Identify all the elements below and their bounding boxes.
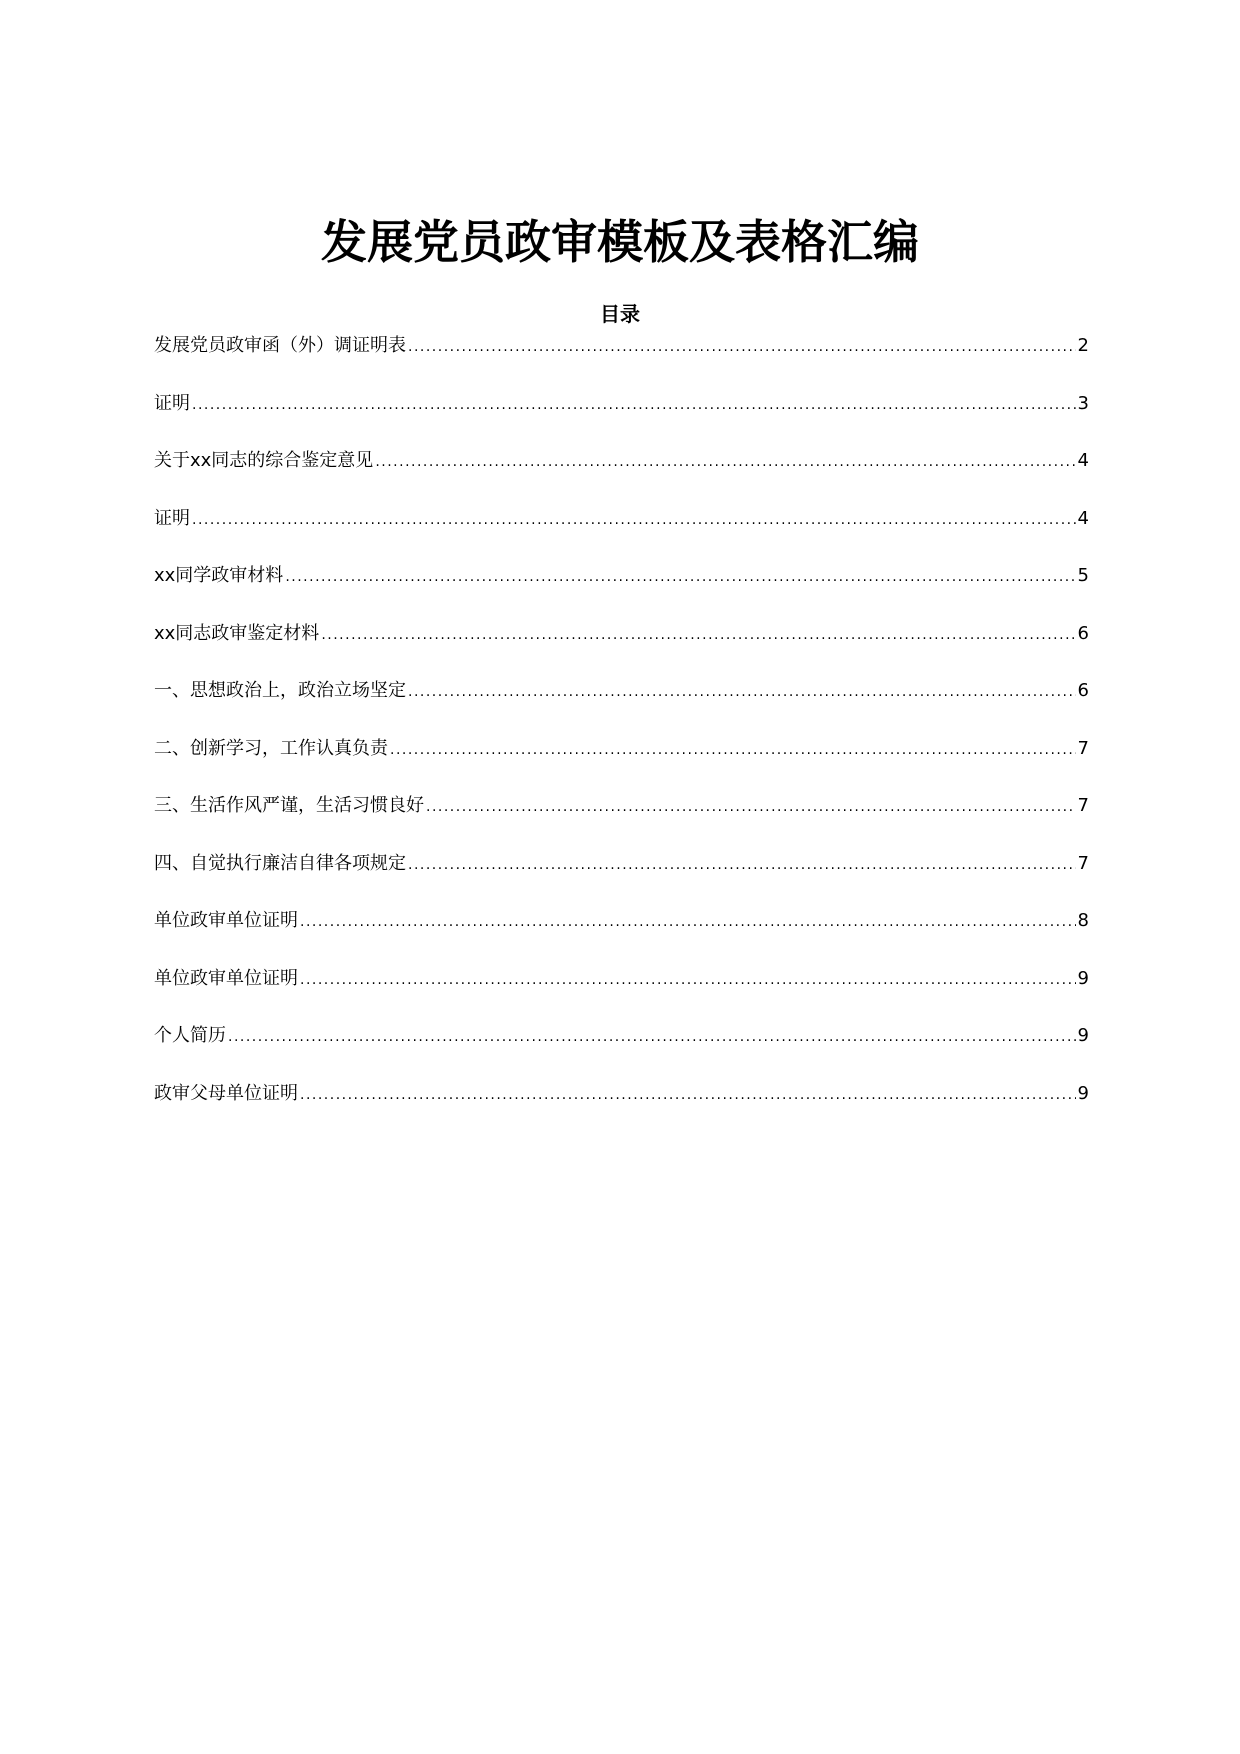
toc-dot-leader bbox=[192, 391, 1076, 419]
toc-dot-leader bbox=[300, 1081, 1076, 1109]
toc-entry-label: 一、思想政治上，政治立场坚定 bbox=[154, 680, 406, 701]
toc-entry-page: 6 bbox=[1077, 680, 1089, 701]
toc-entry[interactable] bbox=[154, 677, 1089, 735]
toc-entry[interactable] bbox=[154, 850, 1089, 908]
toc-dot-leader bbox=[192, 506, 1076, 534]
document-title: 发展党员政审模板及表格汇编 bbox=[321, 215, 919, 269]
toc-entry-label: 发展党员政审函（外）调证明表 bbox=[154, 335, 406, 356]
toc-entry-page: 4 bbox=[1077, 507, 1089, 529]
toc-dot-leader bbox=[321, 621, 1075, 649]
toc-dot-leader bbox=[408, 333, 1076, 361]
toc-entry[interactable] bbox=[154, 620, 1089, 678]
toc-entry-label: 单位政审单位证明 bbox=[154, 910, 298, 931]
table-of-contents bbox=[154, 332, 1089, 1137]
toc-dot-leader bbox=[375, 448, 1075, 476]
toc-dot-leader bbox=[300, 908, 1076, 936]
toc-dot-leader bbox=[390, 736, 1076, 764]
toc-entry-page: 5 bbox=[1077, 565, 1089, 586]
toc-entry-label: xx同志政审鉴定材料 bbox=[154, 622, 320, 644]
toc-entry-page: 9 bbox=[1077, 1025, 1089, 1046]
toc-entry[interactable] bbox=[154, 735, 1089, 793]
toc-entry-label: xx同学政审材料 bbox=[154, 565, 284, 586]
toc-entry-page: 8 bbox=[1077, 910, 1089, 931]
toc-entry-page: 7 bbox=[1077, 852, 1089, 874]
toc-entry-label: 证明 bbox=[154, 507, 190, 529]
toc-dot-leader bbox=[228, 1023, 1076, 1051]
toc-dot-leader bbox=[408, 851, 1076, 879]
toc-entry-label: 单位政审单位证明 bbox=[154, 967, 298, 989]
toc-entry-page: 7 bbox=[1077, 737, 1089, 759]
toc-entry-page: 7 bbox=[1077, 795, 1089, 816]
toc-entry[interactable] bbox=[154, 1080, 1089, 1138]
toc-entry[interactable] bbox=[154, 332, 1089, 390]
toc-entry-label: 四、自觉执行廉洁自律各项规定 bbox=[154, 852, 406, 874]
toc-entry-label: 个人简历 bbox=[154, 1025, 226, 1046]
toc-entry-page: 9 bbox=[1077, 967, 1089, 989]
toc-entry[interactable] bbox=[154, 907, 1089, 965]
toc-entry-label: 证明 bbox=[154, 392, 190, 414]
toc-entry[interactable] bbox=[154, 562, 1089, 620]
toc-entry[interactable] bbox=[154, 505, 1089, 563]
toc-dot-leader bbox=[300, 966, 1076, 994]
toc-entry[interactable] bbox=[154, 965, 1089, 1023]
toc-entry-page: 3 bbox=[1077, 392, 1089, 414]
toc-dot-leader bbox=[285, 563, 1075, 591]
toc-entry[interactable] bbox=[154, 792, 1089, 850]
toc-entry[interactable] bbox=[154, 390, 1089, 448]
toc-entry-page: 9 bbox=[1077, 1082, 1089, 1104]
toc-entry[interactable] bbox=[154, 447, 1089, 505]
toc-dot-leader bbox=[408, 678, 1076, 706]
toc-entry-label: 三、生活作风严谨，生活习惯良好 bbox=[154, 795, 424, 816]
toc-entry-label: 关于xx同志的综合鉴定意见 bbox=[154, 450, 374, 471]
toc-heading: 目录 bbox=[600, 302, 640, 326]
toc-entry[interactable] bbox=[154, 1022, 1089, 1080]
toc-entry-page: 6 bbox=[1077, 622, 1089, 644]
toc-entry-label: 二、创新学习，工作认真负责 bbox=[154, 737, 388, 759]
toc-entry-label: 政审父母单位证明 bbox=[154, 1082, 298, 1104]
toc-entry-page: 2 bbox=[1077, 335, 1089, 356]
toc-dot-leader bbox=[426, 793, 1076, 821]
toc-entry-page: 4 bbox=[1077, 450, 1089, 471]
